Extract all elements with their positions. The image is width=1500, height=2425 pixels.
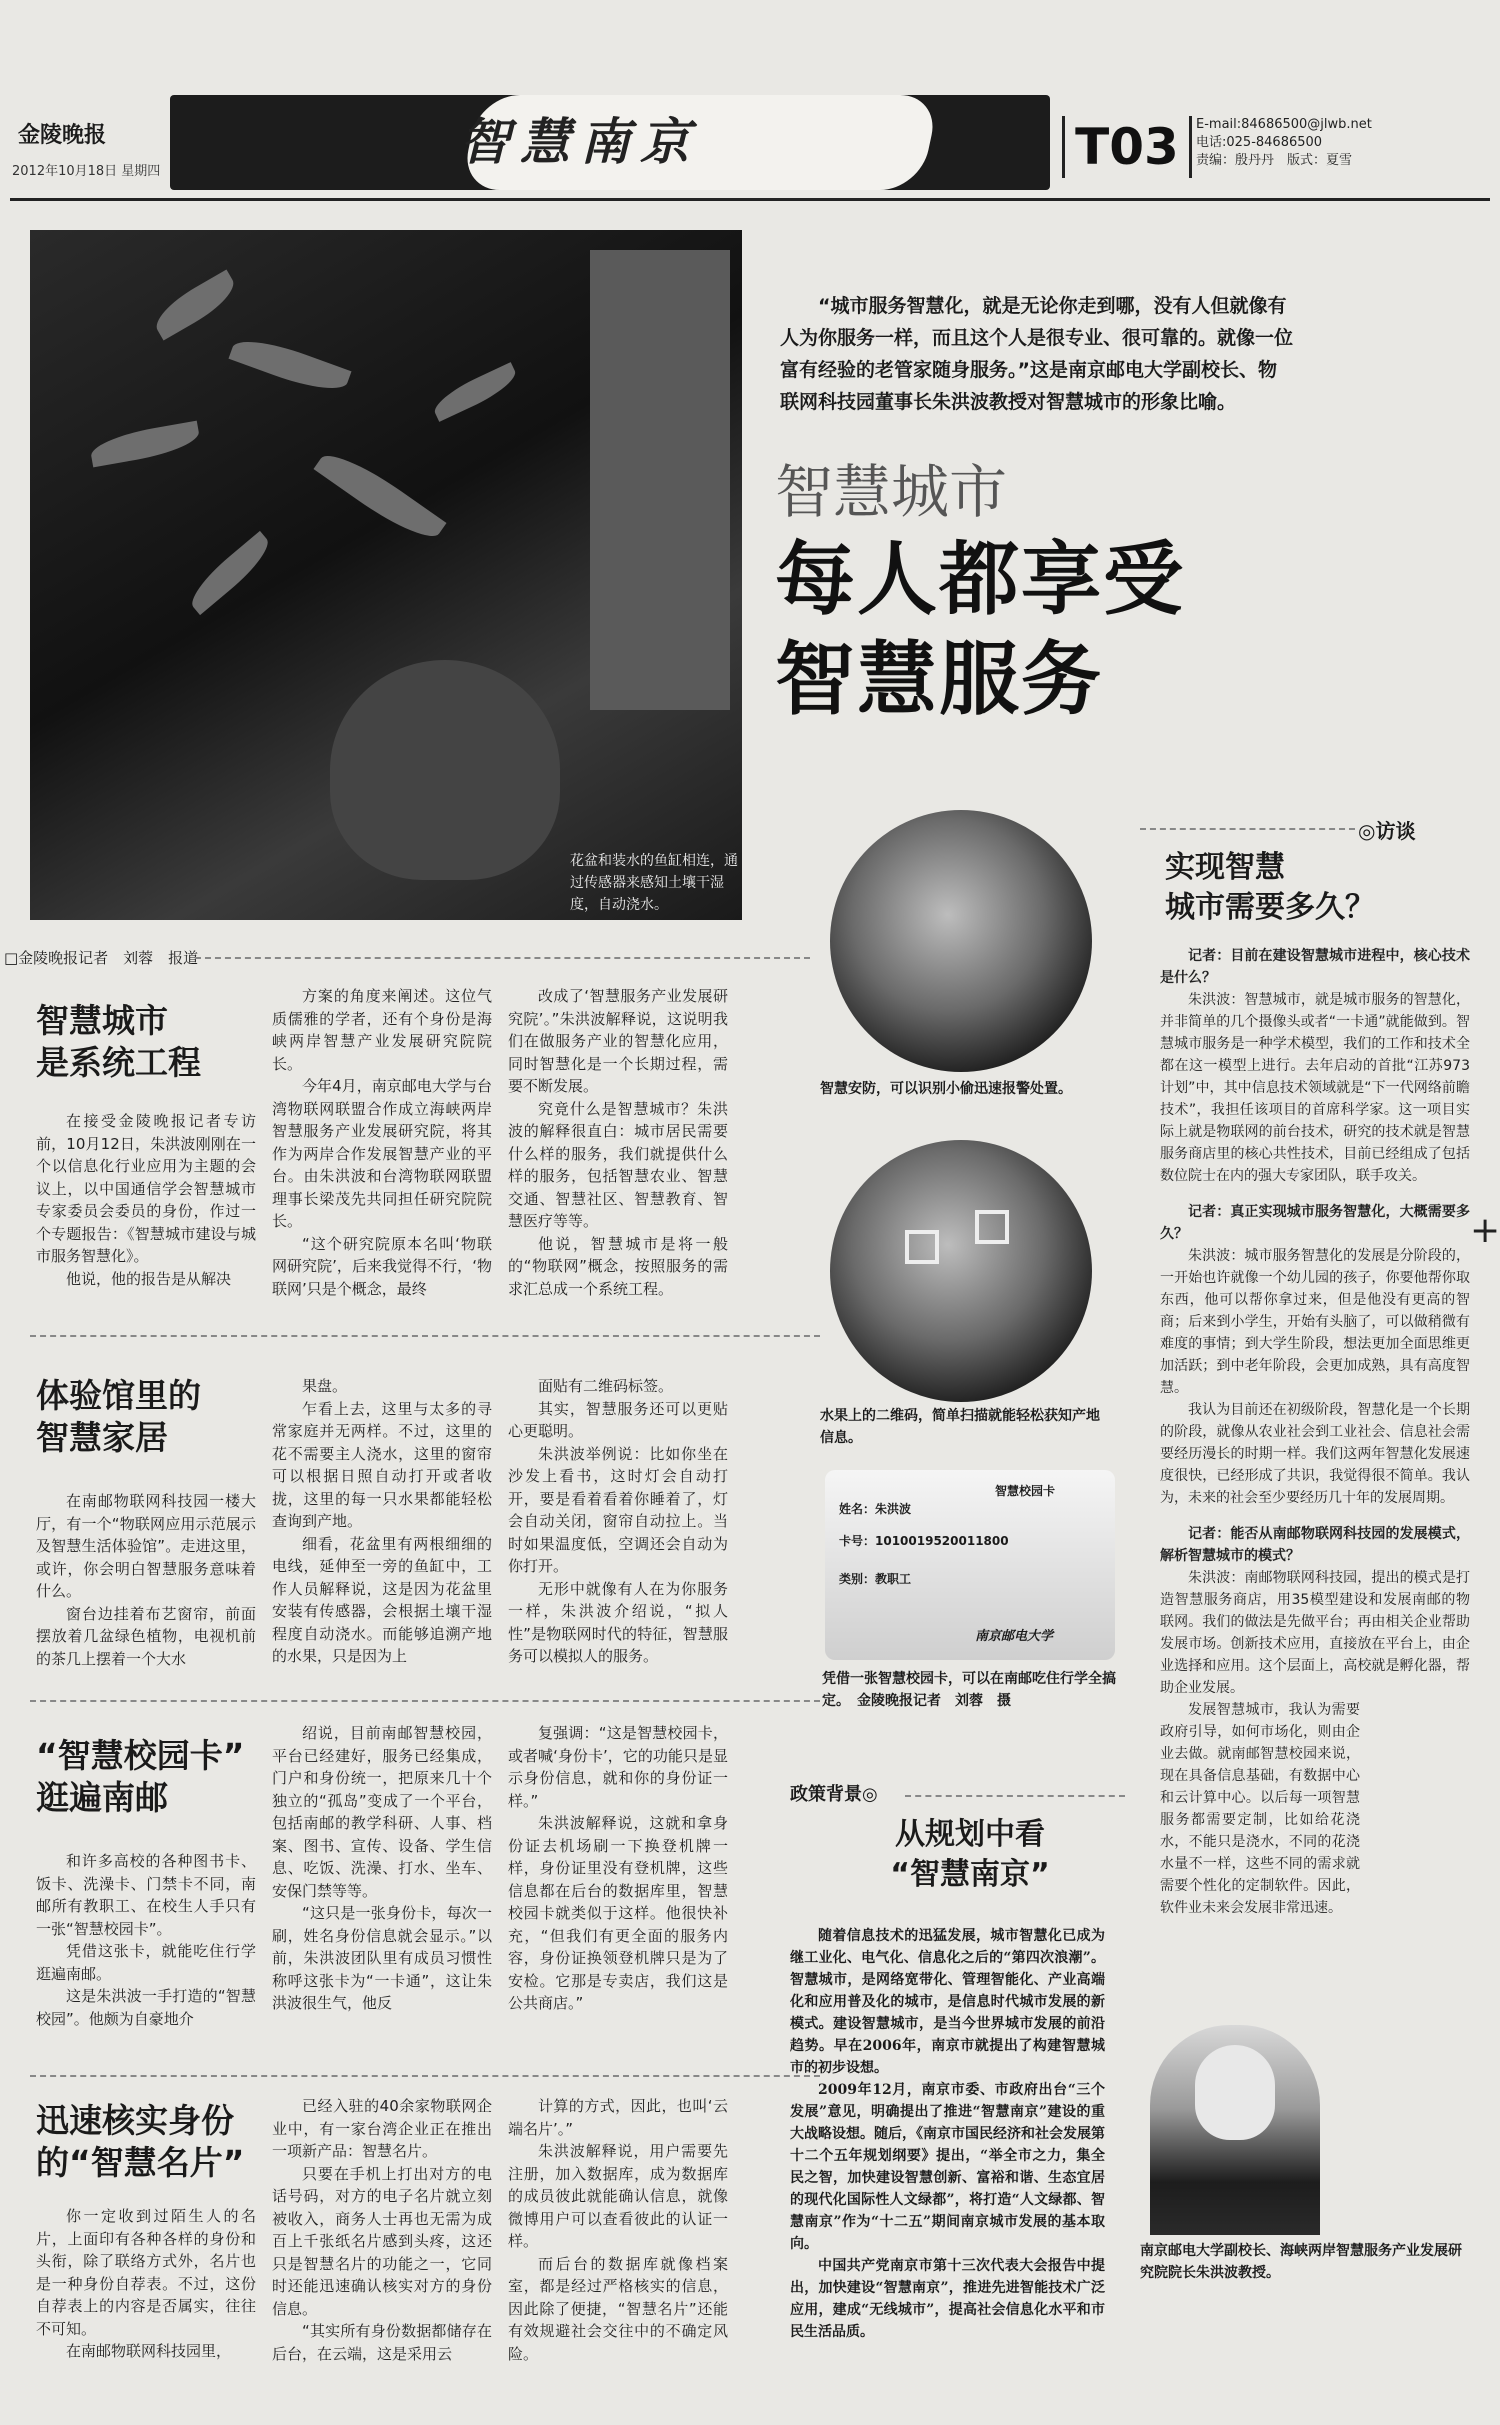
paragraph: 在南邮物联网科技园里，	[66, 2342, 232, 2360]
section-title: 智慧南京	[460, 112, 700, 171]
section-3-title-2: 逛遍南邮	[36, 1778, 168, 1817]
card-title: 智慧校园卡	[995, 1484, 1056, 1498]
campus-card-photo	[825, 1470, 1115, 1660]
paragraph: 朱洪波解释说，这就和拿身份证去机场刷一下换登机牌一样，身份证里没有登机牌，这些信息都在后台的数据库里，智慧校园卡就类似于这样。他很快补充，“但我们有更全面的服务内容，身份证换领登机牌只是为了安检。它那是专卖店，我们这是公共商店。”	[508, 1814, 728, 2012]
masthead	[0, 0, 1500, 200]
paragraph: 无形中就像有人在为你服务一样，朱洪波介绍说，“拟人性”是物联网时代的特征，智慧服务可以模拟人的服务。	[508, 1579, 728, 1665]
masthead-rule	[10, 198, 1490, 201]
section-4-col-3	[508, 2095, 728, 2365]
policy-label: 政策背景◎	[790, 1784, 878, 1805]
headline-line2: 智慧服务	[775, 633, 1103, 726]
section-1-col-1	[36, 1110, 256, 1290]
section-1-col-2	[272, 985, 492, 1300]
policy-rule	[905, 1795, 1125, 1797]
card-name: 姓名：朱洪波	[839, 1502, 912, 1516]
leaf-shape	[228, 330, 351, 399]
fruit-qr-photo	[830, 1140, 1092, 1402]
paragraph: 只要在手机上打出对方的电话号码，对方的电子名片就立刻被收入，商务人士再也无需为成百上千张纸名片感到头疼，这还只是智慧名片的功能之一，它同时还能迅速确认核实对方的身份信息。	[272, 2164, 492, 2318]
leaf-shape	[313, 443, 446, 550]
leaf-shape	[88, 421, 201, 468]
section-divider	[30, 2075, 820, 2077]
headline-line1: 每人都享受	[775, 533, 1185, 626]
section-2-col-2	[272, 1375, 492, 1668]
leaf-shape	[429, 362, 521, 422]
card-school: 南京邮电大学	[975, 1629, 1054, 1644]
interview-label: ◎访谈	[1358, 819, 1416, 843]
plant-photo	[30, 230, 742, 920]
paragraph: “其实所有身份数据都储存在后台，在云端，这是采用云	[272, 2322, 492, 2363]
main-headline	[775, 530, 1185, 730]
paragraph: “这只是一张身份卡，每次一刷，姓名身份信息就会显示。”以前，朱洪波团队里有成员习惯性称呼这张卡为“一卡通”，这让朱洪波很生气，他反	[272, 1904, 492, 2012]
leaf-shape	[183, 531, 276, 615]
headline-kicker: 智慧城市	[775, 458, 1008, 526]
section-divider	[30, 1335, 820, 1337]
lead-quote: “城市服务智慧化，就是无论你走到哪，没有人但就像有人为你服务一样，而且这个人是很专业、很可靠的。就像一位富有经验的老管家随身服务。”这是南京邮电大学副校长、物联网科技园董事长朱洪波教授对智慧城市的形象比喻。	[780, 295, 1294, 413]
interview-heading	[1165, 848, 1465, 928]
section-4-heading	[36, 2100, 276, 2184]
interview-answer: 我认为目前还在初级阶段，智慧化是一个长期的阶段，就像从农业社会到工业社会、信息社会需要经历漫长的时期一样。我们这两年智慧化发展速度很快，已经形成了共识，我觉得很不简单。我认为，未来的社会至少要经历几十年的发展周期。	[1160, 1402, 1470, 1506]
interview-answer: 朱洪波：智慧城市，就是城市服务的智慧化，并非简单的几个摄像头或者“一卡通”就能做到。智慧城市服务是一种学术模型，我们的工作和技术全都在这一模型上进行。去年启动的首批“江苏973计划”中，其中信息技术领域就是“下一代网络前瞻技术”，我担任该项目的首席科学家。这一项目实际上就是物联网的前台技术，研究的技术就是智慧服务商店里的核心共性技术，目前已经组成了包括数位院士在内的强大专家团队，联手攻关。	[1160, 992, 1470, 1184]
section-1-heading	[36, 1000, 236, 1084]
photo-caption: 花盆和装水的鱼缸相连，通过传感器来感知土壤干湿度，自动浇水。	[570, 853, 738, 913]
paragraph: “这个研究院原本名叫‘物联网研究院’，后来我觉得不行，‘物联网’只是个概念，最终	[272, 1234, 492, 1298]
paragraph: 而后台的数据库就像档案室，都是经过严格核实的信息，因此除了便捷，“智慧名片”还能有效规避社会交往中的不确定风险。	[508, 2254, 728, 2363]
paragraph: 已经入驻的40余家物联网企业中，有一家台湾企业正在推出一项新产品：智慧名片。	[272, 2097, 492, 2160]
interview-body	[1160, 945, 1470, 1919]
section-2-heading	[36, 1375, 236, 1459]
paragraph: 朱洪波举例说：比如你坐在沙发上看书，这时灯会自动打开，要是看着看着你睡着了，灯会自动关闭，窗帘自动拉上。当时如果温度低，空调还会自动为你打开。	[508, 1444, 728, 1575]
section-2-col-1	[36, 1490, 256, 1670]
paragraph: 究竟什么是智慧城市？朱洪波的解释很直白：城市居民需要什么样的服务，我们就提供什么样的服务，包括智慧农业、智慧交通、智慧社区、智慧教育、智慧医疗等等。	[508, 1099, 728, 1230]
paragraph: 你一定收到过陌生人的名片，上面印有各种各样的身份和头衔，除了联络方式外，名片也是一种身份自荐表。不过，这份自荐表上的内容是否属实，往往不可知。	[36, 2207, 256, 2338]
paragraph: 随着信息技术的迅猛发展，城市智慧化已成为继工业化、电气化、信息化之后的“第四次浪潮”。智慧城市，是网络宽带化、管理智能化、产业高端化和应用普及化的城市，是信息时代城市发展的新模式。建设智慧城市，是当今世界城市发展的前沿趋势。早在2006年，南京市就提出了构建智慧城市的初步设想。	[790, 1928, 1105, 2076]
paper-logo: 金陵晚报	[18, 122, 107, 148]
paragraph: 2009年12月，南京市委、市政府出台“三个发展”意见，明确提出了推进“智慧南京”建设的重大战略设想。随后，《南京市国民经济和社会发展第十二个五年规划纲要》提出，“举全市之力，集全民之智，加快建设智慧创新、富裕和谐、生态宜居的现代化国际性人文绿都”，将打造“人文绿都、智慧南京”作为“十二五”期间南京城市发展的基本取向。	[790, 2082, 1105, 2252]
byline: □金陵晚报记者 刘蓉 报道	[4, 949, 199, 967]
interview-title-2: 城市需要多久？	[1165, 890, 1375, 925]
section-2-col-3	[508, 1375, 728, 1668]
security-photo	[830, 810, 1092, 1072]
contact-email: E-mail:84686500@jlwb.net	[1196, 117, 1372, 132]
card-type: 类别：教职工	[839, 1572, 912, 1586]
qr-code-icon	[905, 1230, 939, 1264]
interview-answer: 朱洪波：南邮物联网科技园，提出的模式是打造智慧服务商店，用35模型建设和发展南邮的物联网。我们的做法是先做平台；再由相关企业帮助发展市场。创新技术应用，直接放在平台上，由企业选择和应用。这个层面上，高校就是孵化器，帮助企业发展。	[1160, 1570, 1470, 1696]
fruit-caption: 水果上的二维码，简单扫描就能轻松获知产地信息。	[820, 1408, 1100, 1446]
interview-rule	[1140, 828, 1355, 830]
policy-title-1: 从规划中看	[895, 1817, 1045, 1852]
paragraph: 改成了‘智慧服务产业发展研究院’。”朱洪波解释说，这说明我们在做服务产业的智慧化应用，同时智慧化是一个长期过程，需要不断发展。	[508, 987, 728, 1095]
card-caption: 凭借一张智慧校园卡，可以在南邮吃住行学全搞定。 金陵晚报记者 刘蓉 摄	[822, 1671, 1116, 1709]
interview-question: 记者：目前在建设智慧城市进程中，核心技术是什么？	[1160, 948, 1470, 986]
paragraph: 朱洪波解释说，用户需要先注册，加入数据库，成为数据库的成员彼此就能确认信息，就像微博用户可以查看彼此的认证一样。	[508, 2142, 728, 2250]
portrait-face	[1195, 2045, 1275, 2140]
paragraph: 今年4月，南京邮电大学与台湾物联网联盟合作成立海峡两岸智慧服务产业发展研究院，将其作为两岸合作发展智慧产业的平台。由朱洪波和台湾物联网联盟理事长梁茂先共同担任研究院院长。	[272, 1077, 492, 1230]
contact-phone: 电话:025-84686500	[1196, 135, 1323, 150]
paragraph: 他说，他的报告是从解决	[66, 1269, 232, 1288]
paragraph: 窗台边挂着布艺窗帘，前面摆放着几盆绿色植物，电视机前的茶几上摆着一个大水	[36, 1604, 256, 1668]
section-4-title-2: 的“智慧名片”	[36, 2143, 245, 2182]
window-frame	[590, 250, 730, 710]
paragraph: 其实，智慧服务还可以更贴心更聪明。	[508, 1399, 728, 1440]
card-number: 卡号：1010019520011800	[839, 1534, 1009, 1548]
paragraph: 绍说，目前南邮智慧校园，平台已经建好，服务已经集成，门户和身份统一，把原来几十个独立的“孤岛”变成了一个平台，包括南邮的教学科研、人事、档案、图书、宣传、设备、学生信息、吃饭、洗澡、打水、坐车、安保门禁等等。	[272, 1724, 492, 1900]
section-1-title-1: 智慧城市	[36, 1001, 168, 1040]
section-4-col-1	[36, 2205, 256, 2363]
section-3-title-1: “智慧校园卡”	[36, 1736, 245, 1775]
issue-date: 2012年10月18日 星期四	[12, 164, 161, 179]
paragraph: 乍看上去，这里与太多的寻常家庭并无两样。不过，这里的花不需要主人浇水，这里的窗帘可以根据日照自动打开或者收拢，这里的每一只水果都能轻松查询到产地。	[272, 1399, 492, 1530]
editor-credits: 责编：殷丹丹 版式：夏雪	[1196, 153, 1353, 168]
policy-heading	[860, 1815, 1080, 1895]
section-4-title-1: 迅速核实身份	[36, 2101, 234, 2140]
paragraph: 在接受金陵晚报记者专访前，10月12日，朱洪波刚刚在一个以信息化行业应用为主题的会议上，以中国通信学会智慧城市专家委员会委员的身份，作过一个专题报告：《智慧城市建设与城市服务智慧化》。	[36, 1112, 256, 1265]
registration-mark: +	[1470, 1210, 1500, 1251]
page-number: T03	[1062, 116, 1192, 178]
policy-body	[790, 1925, 1105, 2343]
paragraph: 果盘。	[302, 1377, 348, 1395]
section-3-col-3	[508, 1722, 728, 2015]
paragraph: 中国共产党南京市第十三次代表大会报告中提出，加快建设“智慧南京”，推进先进智能技术广泛应用，建成“无线城市”，提高社会信息化水平和市民生活品质。	[790, 2258, 1105, 2340]
section-divider	[30, 1700, 820, 1702]
interview-title-1: 实现智慧	[1165, 850, 1285, 885]
leaf-shape	[149, 270, 242, 341]
portrait-caption: 南京邮电大学副校长、海峡两岸智慧服务产业发展研究院院长朱洪波教授。	[1140, 2243, 1462, 2281]
paragraph: 在南邮物联网科技园一楼大厅，有一个“物联网应用示范展示及智慧生活体验馆”。走进这里，或许，你会明白智慧服务意味着什么。	[36, 1492, 256, 1600]
paragraph: 细看，花盆里有两根细细的电线，延伸至一旁的鱼缸中，工作人员解释说，这是因为花盆里安装有传感器，会根据土壤干湿程度自动浇水。而能够追溯产地的水果，只是因为上	[272, 1534, 492, 1665]
interview-answer: 发展智慧城市，我认为需要政府引导，如何市场化，则由企业去做。就南邮智慧校园来说，现在具备信息基础，有数据中心和云计算中心。以后每一项智慧服务都需要定制，比如给花浇水，不能只是浇水，不同的花浇水量不一样，这些不同的需求就需要个性化的定制软件。因此，软件业未来会发展非常迅速。	[1160, 1702, 1360, 1916]
paragraph: 复强调：“这是智慧校园卡，或者喊‘身份卡’，它的功能只是显示身份信息，就和你的身份证一样。”	[508, 1724, 728, 1810]
qr-code-icon	[975, 1210, 1009, 1244]
paragraph: 面贴有二维码标签。	[538, 1377, 674, 1395]
paragraph: 这是朱洪波一手打造的“智慧校园”。他颇为自豪地介	[36, 1987, 256, 2028]
security-caption: 智慧安防，可以识别小偷迅速报警处置。	[820, 1081, 1072, 1097]
policy-title-2: “智慧南京”	[890, 1857, 1050, 1892]
contact-info	[1196, 116, 1372, 170]
paragraph: 方案的角度来阐述。这位气质儒雅的学者，还有个身份是海峡两岸智慧产业发展研究院院长。	[272, 987, 492, 1073]
section-3-col-2	[272, 1722, 492, 2015]
section-1-title-2: 是系统工程	[36, 1043, 201, 1082]
paragraph: 和许多高校的各种图书卡、饭卡、洗澡卡、门禁卡不同，南邮所有教职工、在校生人手只有一张“智慧校园卡”。	[36, 1852, 256, 1938]
byline-rule	[195, 957, 810, 959]
section-4-col-2	[272, 2095, 492, 2365]
section-2-title-1: 体验馆里的	[36, 1376, 201, 1415]
interview-question: 记者：能否从南邮物联网科技园的发展模式，解析智慧城市的模式？	[1160, 1526, 1470, 1564]
section-3-col-1	[36, 1850, 256, 2030]
section-3-heading	[36, 1735, 276, 1819]
interview-answer: 朱洪波：城市服务智慧化的发展是分阶段的，一开始也许就像一个幼儿园的孩子，你要他帮你取东西，他可以帮你拿过来，但是他没有更高的智商；后来到小学生，开始有头脑了，可以做稍微有难度的事情；到大学生阶段，想法更加全面思维更加活跃；到中老年阶段，会更加成熟，具有高度智慧。	[1160, 1248, 1470, 1396]
section-1-col-3	[508, 985, 728, 1300]
paragraph: 凭借这张卡，就能吃住行学逛遍南邮。	[36, 1942, 256, 1983]
interview-question: 记者：真正实现城市服务智慧化，大概需要多久？	[1160, 1204, 1470, 1242]
flower-pot	[330, 660, 560, 880]
paragraph: 计算的方式，因此，也叫‘云端名片’。”	[508, 2097, 728, 2138]
section-2-title-2: 智慧家居	[36, 1418, 168, 1457]
paragraph: 他说，智慧城市是将一般的“物联网”概念，按照服务的需求汇总成一个系统工程。	[508, 1234, 728, 1298]
